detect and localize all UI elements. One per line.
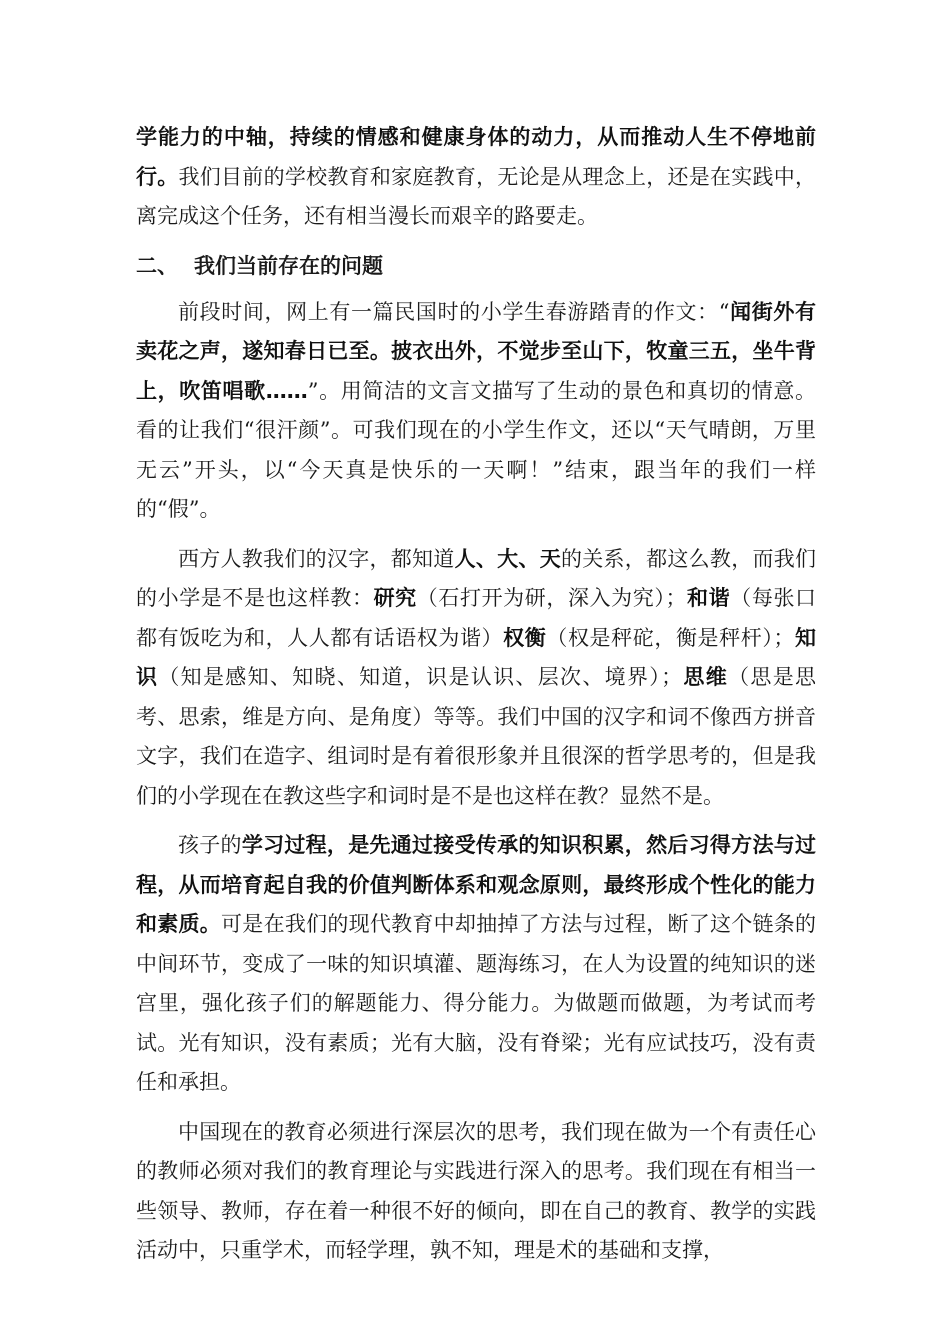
body-text: 前段时间，网上有一篇民国时的小学生春游踏青的作文：“ [178, 299, 730, 324]
body-text: （权是秤砣，衡是秤杆）； [546, 625, 795, 650]
section-number: 二、 [136, 253, 178, 278]
bold-text: 研究 [373, 586, 417, 610]
bold-text: 权衡 [503, 625, 547, 650]
body-text: （思是思考、思索，维是方向、是角度）等等。我们中国的汉字和词不像西方拼音文字，我们在造字、组词时是有着很形象并且很深的哲学思考的，但是我们的小学现在在教这些字和词时是不是也这样在教？显然不是。 [136, 665, 817, 808]
bold-text: 学能力的中轴，持续的情感和健康身体的动力，从而推动人生不停地前行。 [136, 125, 816, 189]
paragraph-1 [136, 118, 816, 237]
bold-text: 闻街外有卖花之声，遂知春日已至。披衣出外，不觉步至山下，牧童三五，坐牛背上，吹笛唱歌…… [136, 299, 817, 403]
bold-text: 知识 [136, 625, 817, 689]
body-text: 中国现在的教育必须进行深层次的思考，我们现在做为一个有责任心的教师必须对我们的教育理论与实践进行深入的思考。我们现在有相当一些领导、教师，存在着一种很不好的倾向，即在自己的教育、教学的实践活动中，只重学术，而轻学理，孰不知，理是术的基础和支撑， [136, 1119, 816, 1262]
bold-text: 学习过程，是先通过接受传承的知识积累，然后习得方法与过程，从而培育起自我的价值判断体系和观念原则，最终形成个性化的能力和素质。 [136, 833, 816, 936]
bold-text: 思维 [682, 665, 729, 689]
document-body [136, 118, 816, 1271]
body-text: ”。用简洁的文言文描写了生动的景色和真切的情意。看的让我们“很汗颜”。可我们现在的小学生作文，还以“天气晴朗，万里无云”开头，以“今天真是快乐的一天啊！”结束，跟当年的我们一样的“假”。 [136, 378, 817, 521]
body-text: （石打开为研，深入为究）； [416, 586, 687, 610]
body-text: 我们目前的学校教育和家庭教育，无论是从理念上，还是在实践中，离完成这个任务，还有相当漫长而艰辛的路要走。 [136, 164, 817, 228]
body-text: （知是感知、知晓、知道，识是认识、层次、境界）； [158, 665, 683, 689]
body-text: 的关系，都这么教，而我们的小学是不是也这样教： [136, 546, 817, 610]
paragraph-4 [136, 826, 816, 1103]
bold-text: 人、大、天 [454, 546, 561, 571]
paragraph-2 [136, 293, 816, 530]
body-text: 孩子的 [178, 833, 242, 857]
paragraph-3 [136, 540, 816, 817]
paragraph-5 [136, 1113, 816, 1271]
body-text: 西方人教我们的汉字，都知道 [178, 546, 455, 571]
section-heading [136, 246, 816, 286]
body-text: （每张口都有饭吃为和，人人都有话语权为谐） [136, 586, 817, 650]
bold-text: 和谐 [686, 586, 731, 610]
body-text: 可是在我们的现代教育中却抽掉了方法与过程，断了这个链条的中间环节，变成了一味的知识填灌、题海练习，在人为设置的纯知识的迷宫里，强化孩子们的解题能力、得分能力。为做题而做题，为考试而考试。光有知识，没有素质；光有大脑，没有脊梁；光有应试技巧，没有责任和承担。 [136, 912, 817, 1094]
section-title: 我们当前存在的问题 [194, 253, 383, 278]
